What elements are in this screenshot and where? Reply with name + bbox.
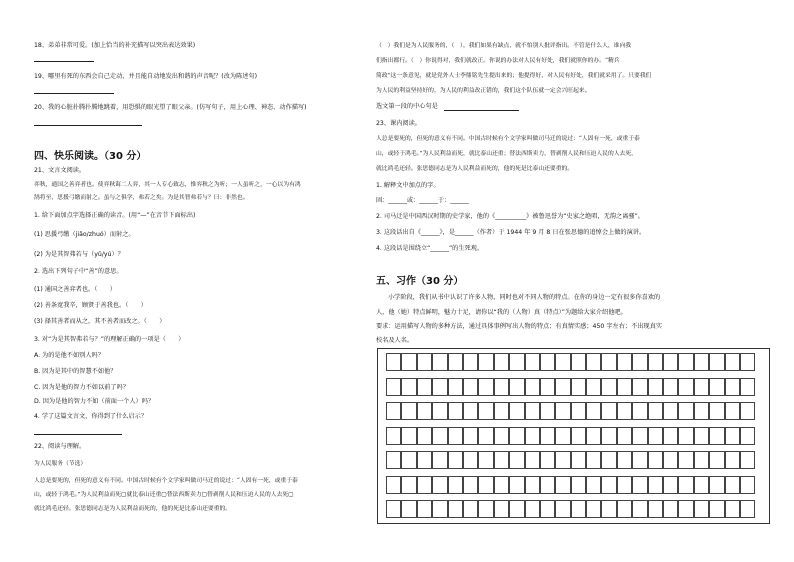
grid-cell[interactable]	[432, 500, 447, 518]
grid-cell[interactable]	[509, 378, 524, 396]
grid-cell[interactable]	[663, 353, 678, 371]
grid-cell[interactable]	[525, 353, 540, 371]
grid-cell[interactable]	[401, 427, 416, 445]
grid-row	[386, 476, 755, 494]
grid-cell[interactable]	[432, 427, 447, 445]
grid-cell[interactable]	[525, 451, 540, 469]
subquestion: 2. 选出下列句子中“善”的意思。	[34, 268, 123, 275]
grid-cell[interactable]	[509, 427, 524, 445]
passage-line: 弈秋，通国之善弈者也。使弈秋诲二人弈，其一人专心致志，惟弈秋之为听；一人虽听之，一心以为有鸿	[34, 182, 301, 188]
subquestion: 1. 解释文中加点的字。	[376, 182, 440, 189]
passage-title: 为人民服务（节选）	[34, 461, 87, 467]
grid-cell[interactable]	[694, 500, 709, 518]
grid-cell[interactable]	[740, 402, 755, 420]
grid-cell[interactable]	[725, 476, 740, 494]
grid-cell[interactable]	[571, 476, 586, 494]
grid-cell[interactable]	[601, 500, 616, 518]
grid-cell[interactable]	[540, 402, 555, 420]
grid-cell[interactable]	[586, 402, 601, 420]
composition-grid[interactable]	[377, 348, 770, 524]
option-a[interactable]: A. 为的是他不如别人吗？	[34, 352, 104, 359]
grid-cell[interactable]	[709, 402, 724, 420]
passage-line: 人总是要死的，但死的意义有不同。中国古时候有个文学家叫做司马迁的说过：“人固有一死，或重于泰	[376, 136, 640, 142]
grid-cell[interactable]	[509, 402, 524, 420]
option-b[interactable]: B. 因为是其中的智慧不如他？	[34, 368, 117, 375]
section-heading-4: 四、快乐阅读。（30 分）	[34, 151, 147, 162]
option-d[interactable]: D. 因为是他的智力不如（前面一个人）吗？	[34, 398, 155, 405]
grid-cell[interactable]	[663, 378, 678, 396]
grid-cell[interactable]	[678, 378, 693, 396]
grid-cell[interactable]	[417, 353, 432, 371]
grid-cell[interactable]	[678, 402, 693, 420]
grid-cell[interactable]	[632, 378, 647, 396]
grid-cell[interactable]	[648, 500, 663, 518]
grid-cell[interactable]	[678, 451, 693, 469]
grid-cell[interactable]	[525, 500, 540, 518]
subquestion-item: (2) 为是其智弗若与（yǔ/yú）？	[34, 251, 124, 258]
grid-cell[interactable]	[509, 451, 524, 469]
grid-cell[interactable]	[478, 378, 493, 396]
grid-cell[interactable]	[694, 476, 709, 494]
grid-cell[interactable]	[617, 500, 632, 518]
question-18: 18、弟弟非常可爱。(加上恰当的补充描写以突出表达效果)	[34, 42, 196, 49]
grid-cell[interactable]	[478, 500, 493, 518]
grid-cell[interactable]	[725, 402, 740, 420]
grid-cell[interactable]	[663, 427, 678, 445]
grid-cell[interactable]	[525, 427, 540, 445]
grid-cell[interactable]	[494, 427, 509, 445]
grid-cell[interactable]	[678, 353, 693, 371]
grid-cell[interactable]	[709, 500, 724, 518]
grid-cell[interactable]	[386, 402, 401, 420]
grid-cell[interactable]	[401, 451, 416, 469]
grid-cell[interactable]	[709, 353, 724, 371]
subquestion-item[interactable]: 固：______或：______于：______	[376, 197, 469, 204]
grid-cell[interactable]	[648, 402, 663, 420]
grid-cell[interactable]	[571, 378, 586, 396]
grid-row	[386, 451, 755, 469]
grid-cell[interactable]	[648, 378, 663, 396]
grid-cell[interactable]	[555, 476, 570, 494]
question-22: 22、阅读与理解。	[34, 443, 86, 450]
grid-cell[interactable]	[632, 402, 647, 420]
grid-cell[interactable]	[463, 500, 478, 518]
grid-cell[interactable]	[694, 378, 709, 396]
grid-cell[interactable]	[632, 427, 647, 445]
grid-cell[interactable]	[709, 427, 724, 445]
grid-cell[interactable]	[601, 378, 616, 396]
grid-cell[interactable]	[401, 500, 416, 518]
grid-cell[interactable]	[463, 451, 478, 469]
grid-cell[interactable]	[632, 476, 647, 494]
answer-line[interactable]	[34, 125, 142, 126]
subquestion-item: (1) 思援弓缴（jiǎo/zhuó）而射之。	[34, 231, 135, 238]
passage-line: 们指出都行。（ ）你说得对，我们就改正。你说的办法对人民有好处，我们就照你的办。“精兵	[376, 58, 620, 64]
grid-cell[interactable]	[694, 451, 709, 469]
grid-cell[interactable]	[740, 378, 755, 396]
question-20: 20、我的心脏扑腾扑腾地跳着，用恐惧的眼光望了眼父亲。(仿写句子，用上心理、神态、动作描写)	[34, 104, 307, 111]
grid-cell[interactable]	[448, 451, 463, 469]
grid-cell[interactable]	[586, 378, 601, 396]
grid-cell[interactable]	[463, 476, 478, 494]
grid-cell[interactable]	[571, 427, 586, 445]
grid-cell[interactable]	[478, 402, 493, 420]
grid-cell[interactable]	[555, 353, 570, 371]
grid-cell[interactable]	[601, 353, 616, 371]
grid-cell[interactable]	[540, 378, 555, 396]
grid-cell[interactable]	[678, 500, 693, 518]
grid-cell[interactable]	[725, 353, 740, 371]
grid-cell[interactable]	[417, 378, 432, 396]
grid-cell[interactable]	[555, 451, 570, 469]
grid-cell[interactable]	[694, 353, 709, 371]
grid-cell[interactable]	[632, 451, 647, 469]
grid-cell[interactable]	[740, 500, 755, 518]
passage-line: 鹄将至，思援弓缴而射之。虽与之俱学，弗若之矣。为是其智弗若与？曰：非然也。	[34, 195, 249, 201]
answer-line[interactable]	[444, 110, 519, 111]
answer-line[interactable]	[34, 61, 94, 62]
grid-cell[interactable]	[740, 427, 755, 445]
grid-cell[interactable]	[386, 427, 401, 445]
grid-cell[interactable]	[509, 476, 524, 494]
grid-cell[interactable]	[478, 476, 493, 494]
subquestion-item: (3) 择其善者而从之，其不善者而改之。（ ）	[34, 318, 166, 325]
center-sentence-question: 选文第一段的中心句是	[376, 103, 438, 110]
grid-cell[interactable]	[448, 500, 463, 518]
grid-cell[interactable]	[417, 427, 432, 445]
grid-cell[interactable]	[571, 500, 586, 518]
grid-cell[interactable]	[494, 402, 509, 420]
passage-line: 就比鸿毛还轻。张思德同志是为人民利益而死的，他的死是比泰山还要重的。	[376, 166, 574, 172]
grid-cell[interactable]	[740, 353, 755, 371]
grid-cell[interactable]	[401, 353, 416, 371]
grid-cell[interactable]	[617, 476, 632, 494]
grid-cell[interactable]	[386, 476, 401, 494]
grid-cell[interactable]	[617, 353, 632, 371]
grid-cell[interactable]	[586, 451, 601, 469]
grid-cell[interactable]	[601, 476, 616, 494]
grid-cell[interactable]	[432, 378, 447, 396]
grid-cell[interactable]	[632, 353, 647, 371]
passage-line: 山，或轻于鸿毛。”为人民利益而死▢就比泰山还重▢替法西斯卖力▢替剥削人民和压迫人民的人去死▢	[34, 492, 294, 498]
grid-cell[interactable]	[478, 427, 493, 445]
grid-cell[interactable]	[709, 378, 724, 396]
grid-cell[interactable]	[725, 500, 740, 518]
grid-cell[interactable]	[494, 476, 509, 494]
writing-prompt: 人，他（她）特点鲜明，魅力十足，请你以“我的（人物）真（特点）”为题给大家介绍他吧。	[376, 309, 627, 316]
grid-cell[interactable]	[555, 378, 570, 396]
grid-cell[interactable]	[709, 451, 724, 469]
grid-cell[interactable]	[448, 476, 463, 494]
grid-cell[interactable]	[494, 353, 509, 371]
grid-cell[interactable]	[663, 402, 678, 420]
grid-cell[interactable]	[432, 451, 447, 469]
grid-cell[interactable]	[555, 402, 570, 420]
grid-cell[interactable]	[740, 451, 755, 469]
grid-cell[interactable]	[494, 378, 509, 396]
grid-row	[386, 353, 755, 371]
grid-cell[interactable]	[663, 500, 678, 518]
grid-cell[interactable]	[448, 402, 463, 420]
grid-row	[386, 402, 755, 420]
grid-cell[interactable]	[386, 378, 401, 396]
grid-cell[interactable]	[617, 427, 632, 445]
grid-cell[interactable]	[401, 402, 416, 420]
grid-cell[interactable]	[586, 427, 601, 445]
answer-line[interactable]	[34, 93, 114, 94]
grid-row	[386, 378, 755, 396]
grid-cell[interactable]	[601, 427, 616, 445]
writing-prompt: 校名及人名。	[376, 337, 414, 344]
grid-cell[interactable]	[417, 451, 432, 469]
grid-cell[interactable]	[632, 500, 647, 518]
grid-cell[interactable]	[648, 353, 663, 371]
grid-cell[interactable]	[740, 476, 755, 494]
grid-cell[interactable]	[509, 500, 524, 518]
grid-cell[interactable]	[525, 378, 540, 396]
subquestion: 1. 给下面加点字选择正确的读音。(用“—”在音节下面标出)	[34, 212, 196, 219]
grid-cell[interactable]	[432, 402, 447, 420]
grid-row	[386, 500, 755, 518]
section-heading-5: 五、习作（30 分）	[376, 276, 464, 287]
question-19: 19、哪里有死的东西会自己走动，并且能自动地发出和谐的声音呢？(改为陈述句)	[34, 73, 258, 80]
grid-cell[interactable]	[478, 451, 493, 469]
grid-cell[interactable]	[494, 500, 509, 518]
grid-cell[interactable]	[617, 378, 632, 396]
passage-line: 简政”这一条意见，就是党外人士李鼎铭先生提出来的；他提得好，对人民有好处，我们就采用了。只要我们	[376, 73, 652, 79]
option-c[interactable]: C. 因为是他的智力不如以前了吗？	[34, 384, 129, 391]
subquestion-item: (1) 通国之善弈者也。（ ）	[34, 286, 116, 293]
grid-cell[interactable]	[540, 451, 555, 469]
answer-line[interactable]	[34, 434, 122, 435]
grid-cell[interactable]	[386, 353, 401, 371]
grid-cell[interactable]	[417, 402, 432, 420]
grid-cell[interactable]	[648, 476, 663, 494]
grid-cell[interactable]	[571, 451, 586, 469]
grid-cell[interactable]	[494, 451, 509, 469]
grid-cell[interactable]	[401, 378, 416, 396]
grid-cell[interactable]	[401, 476, 416, 494]
grid-row	[386, 427, 755, 445]
grid-cell[interactable]	[601, 402, 616, 420]
grid-cell[interactable]	[540, 476, 555, 494]
question-23: 23、课内阅读。	[376, 120, 421, 127]
passage-line: 人总是要死的，但死的意义有不同。中国古时候有个文学家叫做司马迁的说过：“人固有一死，或重于泰	[34, 478, 298, 484]
grid-cell[interactable]	[586, 353, 601, 371]
grid-cell[interactable]	[571, 402, 586, 420]
grid-cell[interactable]	[725, 378, 740, 396]
grid-cell[interactable]	[709, 476, 724, 494]
grid-cell[interactable]	[463, 378, 478, 396]
grid-cell[interactable]	[448, 378, 463, 396]
grid-cell[interactable]	[417, 476, 432, 494]
grid-cell[interactable]	[448, 353, 463, 371]
grid-cell[interactable]	[694, 402, 709, 420]
grid-cell[interactable]	[386, 451, 401, 469]
grid-cell[interactable]	[601, 451, 616, 469]
writing-prompt: 要求：运用描写人物的多种方法，通过具体事例写出人物的特点；有真情实感；450 字左右；不出现真实	[376, 323, 663, 330]
grid-cell[interactable]	[678, 476, 693, 494]
grid-cell[interactable]	[617, 402, 632, 420]
grid-cell[interactable]	[540, 500, 555, 518]
grid-cell[interactable]	[478, 353, 493, 371]
passage-line: 为人民的利益坚持好的，为人民的利益改正错的，我们这个队伍就一定会兴旺起来。	[376, 88, 591, 94]
grid-cell[interactable]	[555, 427, 570, 445]
grid-cell[interactable]	[540, 427, 555, 445]
grid-cell[interactable]	[648, 451, 663, 469]
subquestion-item: (2) 善条宽我辛，顾贤于善我也。（ ）	[34, 302, 147, 309]
grid-cell[interactable]	[525, 476, 540, 494]
subquestion[interactable]: 3. 这段话出自《______》，是______（作者）于 1944 年 9 月 8 日在张思德的追悼会上做的演讲。	[376, 229, 646, 236]
subquestion: 3. 对“为是其智弗若与？”的理解正确的一项是（ ）	[34, 336, 185, 343]
grid-cell[interactable]	[555, 500, 570, 518]
passage-line: （ ）我们是为人民服务的，（ ），我们如果有缺点，就不怕别人批评指出。不管是什么人，谁向我	[376, 43, 632, 49]
passage-line: 就比鸿毛还轻。张思德同志是为人民利益而死的，他的死是比泰山还要重的。	[34, 506, 232, 512]
grid-cell[interactable]	[432, 476, 447, 494]
subquestion: 4. 学了这篇文言文，你得到了什么启示？	[34, 413, 148, 420]
grid-cell[interactable]	[463, 427, 478, 445]
question-21: 21、文言文阅读。	[34, 167, 86, 174]
grid-cell[interactable]	[663, 451, 678, 469]
grid-cell[interactable]	[663, 476, 678, 494]
grid-cell[interactable]	[571, 353, 586, 371]
grid-cell[interactable]	[648, 427, 663, 445]
subquestion[interactable]: 2. 司马迁是中国西汉时期的史学家，他的《__________》被鲁迅誉为“史家之绝唱，无韵之离骚”。	[376, 213, 644, 220]
grid-cell[interactable]	[417, 500, 432, 518]
grid-cell[interactable]	[725, 427, 740, 445]
grid-cell[interactable]	[386, 500, 401, 518]
grid-cell[interactable]	[463, 402, 478, 420]
grid-cell[interactable]	[525, 402, 540, 420]
grid-cell[interactable]	[678, 427, 693, 445]
grid-cell[interactable]	[725, 451, 740, 469]
grid-cell[interactable]	[540, 353, 555, 371]
grid-cell[interactable]	[586, 500, 601, 518]
grid-cell[interactable]	[463, 353, 478, 371]
grid-cell[interactable]	[617, 451, 632, 469]
grid-cell[interactable]	[694, 427, 709, 445]
grid-cell[interactable]	[586, 476, 601, 494]
grid-cell[interactable]	[448, 427, 463, 445]
passage-line: 山，或轻于鸿毛。”为人民利益而死，就比泰山还重；替法西斯卖力，替剥削人民和压迫人民的人去死，	[376, 151, 637, 157]
grid-cell[interactable]	[509, 353, 524, 371]
subquestion[interactable]: 4. 这段话是围绕立“______”的生死观。	[376, 245, 484, 252]
writing-prompt: 小学阶段，我们从书中认识了许多人物，同时也对不同人物的特点。在你的身边一定有很多你喜欢的	[388, 294, 661, 301]
grid-cell[interactable]	[432, 353, 447, 371]
